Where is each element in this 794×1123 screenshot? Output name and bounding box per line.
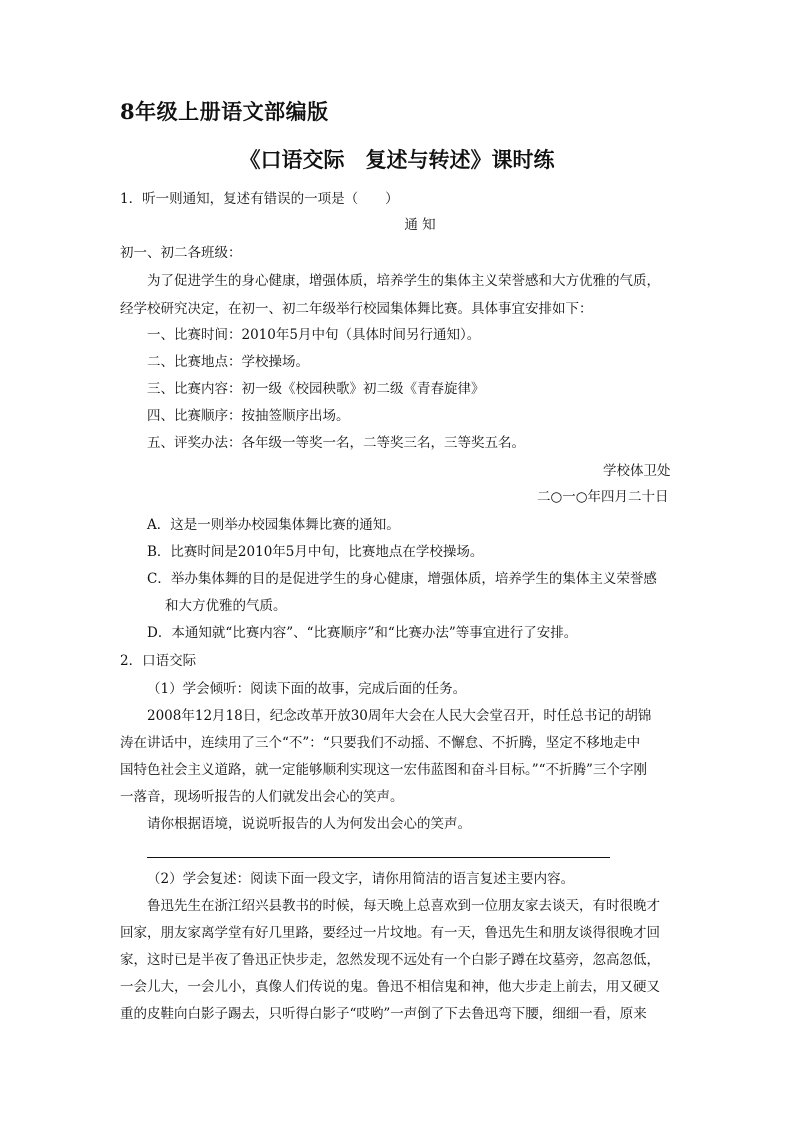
option-c: C．举办集体舞的目的是促进学生的身心健康，增强体质，培养学生的集体主义荣誉感 bbox=[147, 571, 657, 587]
option-b: B．比赛时间是2010年5月中旬，比赛地点在学校操场。 bbox=[147, 544, 484, 560]
notice-body-line: 经学校研究决定，在初一、初二年级举行校园集体舞比赛。具体事宜安排如下： bbox=[120, 301, 593, 317]
passage-line: 回家，朋友家离学堂有好几里路，要经过一片坟地。有一天，鲁迅先生和朋友谈得很晚才回 bbox=[120, 925, 660, 941]
passage-line: 一会儿大，一会儿小，真像人们传说的鬼。鲁迅不相信鬼和神，他大步走上前去，用又硬又 bbox=[120, 979, 660, 995]
notice-item: 五、评奖办法：各年级一等奖一名，二等奖三名，三等奖五名。 bbox=[147, 435, 525, 451]
notice-signer: 学校体卫处 bbox=[603, 463, 671, 479]
passage-line: 鲁迅先生在浙江绍兴县教书的时候，每天晚上总喜欢到一位朋友家去谈天，有时很晚才 bbox=[147, 898, 660, 914]
notice-item: 一、比赛时间：2010年5月中旬（具体时间另行通知）。 bbox=[147, 327, 481, 343]
passage-line: 家，这时已是半夜了鲁迅正快步走，忽然发现不远处有一个白影子蹲在坟墓旁，忽高忽低， bbox=[120, 952, 660, 968]
notice-item: 二、比赛地点：学校操场。 bbox=[147, 354, 309, 370]
story-line: 2008年12月18日，纪念改革开放30周年大会在人民大会堂召开，时任总书记的胡锦 bbox=[147, 708, 652, 724]
story-line: 国特色社会主义道路，就一定能够顺利实现这一宏伟蓝图和奋斗目标。”“不折腾”三个字刚 bbox=[120, 762, 647, 778]
option-c-cont: 和大方优雅的气质。 bbox=[165, 598, 287, 614]
story-line: 一落音，现场听报告的人们就发出会心的笑声。 bbox=[120, 789, 404, 805]
q2-part2-intro: （2）学会复述：阅读下面一段文字，请你用简洁的语言复述主要内容。 bbox=[147, 871, 575, 887]
notice-date: 二○一○年四月二十日 bbox=[537, 489, 669, 505]
option-d: D．本通知就“比赛内容”、“比赛顺序”和“比赛办法”等事宜进行了安排。 bbox=[147, 625, 578, 641]
q2-part1-intro: （1）学会倾听：阅读下面的故事，完成后面的任务。 bbox=[147, 681, 467, 697]
notice-to: 初一、初二各班级： bbox=[120, 245, 242, 261]
answer-line bbox=[147, 857, 610, 858]
q1-stem: 1．听一则通知，复述有错误的一项是（ ） bbox=[120, 191, 399, 207]
notice-body-line: 为了促进学生的身心健康，增强体质，培养学生的集体主义荣誉感和大方优雅的气质， bbox=[147, 273, 660, 289]
q2-stem: 2．口语交际 bbox=[120, 653, 197, 669]
doc-title: 8年级上册语文部编版 bbox=[120, 99, 329, 124]
option-a: A．这是一则举办校园集体舞比赛的通知。 bbox=[147, 517, 400, 533]
notice-item: 四、比赛顺序：按抽签顺序出场。 bbox=[147, 408, 350, 424]
doc-subtitle: 《口语交际 复述与转述》课时练 bbox=[239, 147, 555, 172]
notice-title: 通 知 bbox=[404, 217, 436, 233]
story-line: 涛在讲话中，连续用了三个“不”：“只要我们不动摇、不懈怠、不折腾，坚定不移地走中 bbox=[120, 735, 641, 751]
notice-item: 三、比赛内容：初一级《校园秧歌》初二级《青春旋律》 bbox=[147, 381, 485, 397]
q2-task: 请你根据语境，说说听报告的人为何发出会心的笑声。 bbox=[147, 816, 471, 832]
passage-line: 重的皮鞋向白影子踢去，只听得白影子“哎哟”一声倒了下去鲁迅弯下腰，细细一看，原来 bbox=[120, 1006, 647, 1022]
